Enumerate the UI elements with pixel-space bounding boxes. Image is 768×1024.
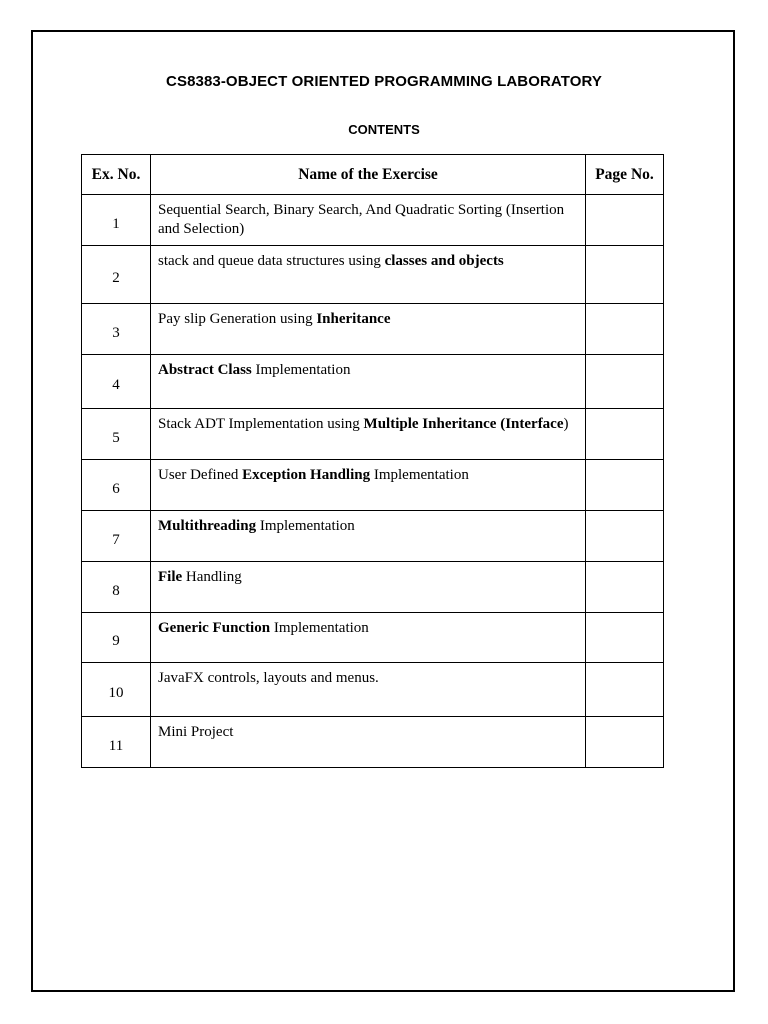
exercise-name: Abstract Class Implementation bbox=[151, 355, 586, 409]
exercise-name: Generic Function Implementation bbox=[151, 613, 586, 663]
exercise-number: 8 bbox=[82, 562, 151, 613]
exercise-number: 10 bbox=[82, 663, 151, 717]
header-ex-no: Ex. No. bbox=[82, 155, 151, 195]
exercise-name: Multithreading Implementation bbox=[151, 511, 586, 562]
page-number bbox=[586, 304, 664, 355]
contents-table bbox=[81, 154, 664, 768]
header-exercise-name: Name of the Exercise bbox=[151, 155, 586, 195]
exercise-name: File Handling bbox=[151, 562, 586, 613]
document-subtitle: CONTENTS bbox=[348, 122, 420, 137]
exercise-name: JavaFX controls, layouts and menus. bbox=[151, 663, 586, 717]
table-row bbox=[82, 562, 664, 613]
exercise-number: 7 bbox=[82, 511, 151, 562]
table-row bbox=[82, 511, 664, 562]
table-row bbox=[82, 717, 664, 768]
exercise-number: 3 bbox=[82, 304, 151, 355]
exercise-number: 1 bbox=[82, 195, 151, 246]
table-row bbox=[82, 355, 664, 409]
page-number bbox=[586, 195, 664, 246]
table-row bbox=[82, 195, 664, 246]
document-title: CS8383-OBJECT ORIENTED PROGRAMMING LABORATORY bbox=[166, 73, 602, 90]
exercise-number: 4 bbox=[82, 355, 151, 409]
table-row bbox=[82, 246, 664, 304]
table-row bbox=[82, 304, 664, 355]
page-number bbox=[586, 613, 664, 663]
exercise-name: stack and queue data structures using classes and objects bbox=[151, 246, 586, 304]
page-number bbox=[586, 717, 664, 768]
exercise-number: 9 bbox=[82, 613, 151, 663]
page-number bbox=[586, 511, 664, 562]
page-number bbox=[586, 409, 664, 460]
page-number bbox=[586, 460, 664, 511]
exercise-name: Pay slip Generation using Inheritance bbox=[151, 304, 586, 355]
exercise-name: Stack ADT Implementation using Multiple Inheritance (Interface) bbox=[151, 409, 586, 460]
page-number bbox=[586, 663, 664, 717]
table-row bbox=[82, 613, 664, 663]
exercise-number: 6 bbox=[82, 460, 151, 511]
page-number bbox=[586, 562, 664, 613]
exercise-name: Mini Project bbox=[151, 717, 586, 768]
page-number bbox=[586, 246, 664, 304]
exercise-number: 11 bbox=[82, 717, 151, 768]
exercise-name: User Defined Exception Handling Implementation bbox=[151, 460, 586, 511]
header-page-no: Page No. bbox=[586, 155, 664, 195]
table-row bbox=[82, 663, 664, 717]
exercise-name: Sequential Search, Binary Search, And Quadratic Sorting (Insertion and Selection) bbox=[151, 195, 586, 246]
exercise-number: 5 bbox=[82, 409, 151, 460]
exercise-number: 2 bbox=[82, 246, 151, 304]
table-row bbox=[82, 460, 664, 511]
header-row bbox=[82, 155, 664, 195]
page-number bbox=[586, 355, 664, 409]
table-row bbox=[82, 409, 664, 460]
